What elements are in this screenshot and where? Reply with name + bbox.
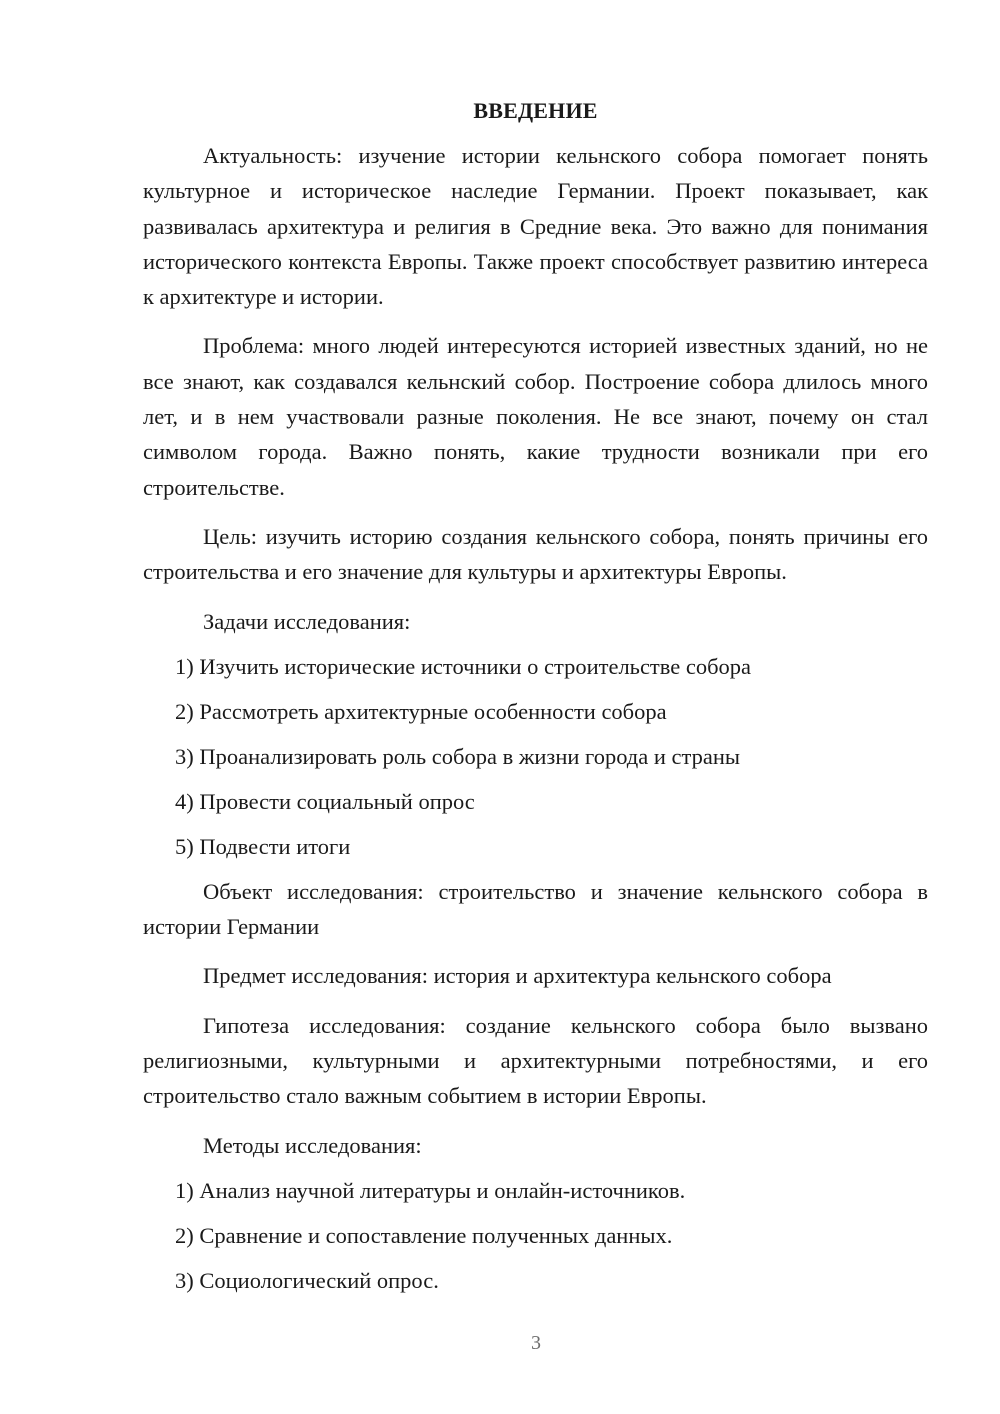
hypothesis-paragraph: Гипотеза исследования: создание кельнского собора было вызвано религиозными, культурными и архитектурными потребностями, и его строительство стало важным событием в истории Европы. <box>143 1012 928 1109</box>
object-paragraph: Объект исследования: строительство и значение кельнского собора в истории Германии <box>143 878 928 940</box>
problem-paragraph: Проблема: много людей интересуются историей известных зданий, но не все знают, как создавался кельнский собор. Построение собора длилось много лет, и в нем участвовали разные поколения. Не все знают, почему он стал символом города. Важно понять, какие трудности возникали при его строительстве. <box>143 333 928 500</box>
section-heading: ВВЕДЕНИЕ <box>473 98 598 123</box>
tasks-heading: Задачи исследования: <box>203 608 411 634</box>
relevance-paragraph: Актуальность: изучение истории кельнского собора помогает понять культурное и историческое наследие Германии. Проект показывает, как развивалась архитектура и религия в Средние века. Это важно для понимания исторического контекста Европы. Также проект способствует развитию интереса к архитектуре и истории. <box>143 143 928 310</box>
methods-heading: Методы исследования: <box>203 1132 422 1158</box>
subject-paragraph: Предмет исследования: история и архитектура кельнского собора <box>203 963 832 989</box>
task-item: 5) Подвести итоги <box>175 833 351 859</box>
task-item: 1) Изучить исторические источники о строительстве собора <box>175 653 752 679</box>
task-item: 2) Рассмотреть архитектурные особенности собора <box>175 698 667 724</box>
task-item: 4) Провести социальный опрос <box>175 788 475 814</box>
page-number: 3 <box>531 1332 541 1354</box>
method-item: 3) Социологический опрос. <box>175 1267 439 1293</box>
document-page <box>143 94 928 1298</box>
task-item: 3) Проанализировать роль собора в жизни города и страны <box>175 743 741 769</box>
method-item: 2) Сравнение и сопоставление полученных данных. <box>175 1222 673 1248</box>
method-item: 1) Анализ научной литературы и онлайн-источников. <box>175 1177 686 1203</box>
goal-paragraph: Цель: изучить историю создания кельнского собора, понять причины его строительства и его значение для культуры и архитектуры Европы. <box>143 523 928 585</box>
